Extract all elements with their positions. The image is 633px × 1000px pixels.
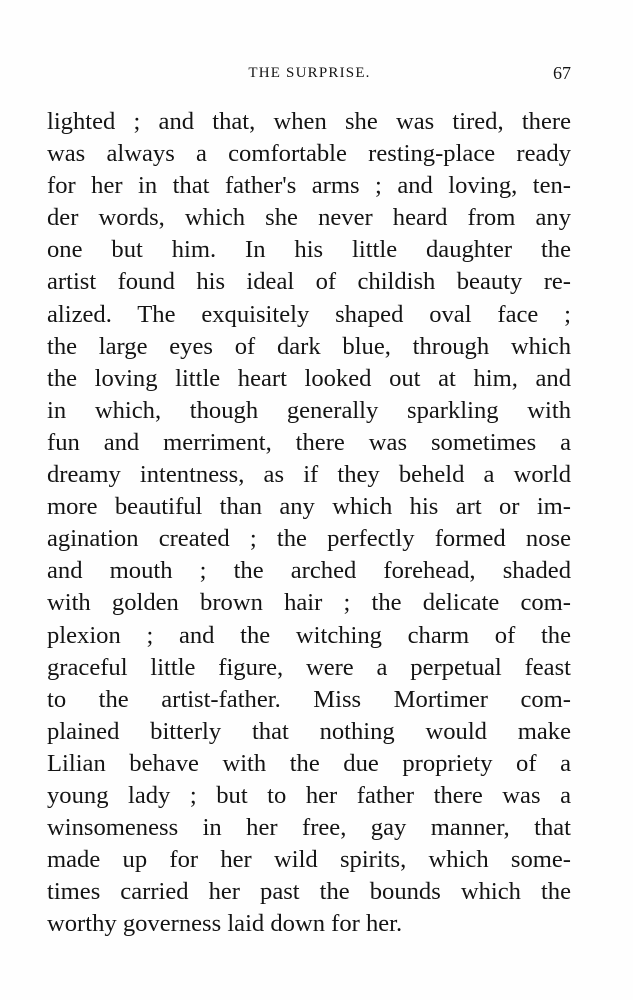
text-line: artist found his ideal of childish beauty re- xyxy=(47,268,571,296)
text-line: one but him. In his little daughter the xyxy=(47,236,571,264)
body-text xyxy=(47,106,571,940)
text-line: graceful little figure, were a perpetual feast xyxy=(47,653,571,681)
text-line: times carried her past the bounds which the xyxy=(47,878,571,906)
text-line: lighted ; and that, when she was tired, there xyxy=(47,108,571,135)
text-line: the large eyes of dark blue, through which xyxy=(47,332,571,360)
text-line: in which, though generally sparkling with xyxy=(47,396,571,424)
text-line: Lilian behave with the due propriety of a xyxy=(47,749,571,777)
text-line: agination created ; the perfectly formed nose xyxy=(47,525,571,553)
text-line: der words, which she never heard from any xyxy=(47,204,571,232)
text-line: and mouth ; the arched forehead, shaded xyxy=(47,557,571,585)
text-line: alized. The exquisitely shaped oval face ; xyxy=(47,300,571,328)
running-title: THE SURPRISE. xyxy=(248,65,371,81)
text-line: made up for her wild spirits, which some- xyxy=(47,846,571,874)
text-line: the loving little heart looked out at him, and xyxy=(47,364,571,392)
text-line: dreamy intentness, as if they beheld a world xyxy=(47,461,571,489)
text-line: was always a comfortable resting-place ready xyxy=(47,140,571,168)
page-number: 67 xyxy=(553,63,571,83)
text-line: fun and merriment, there was sometimes a xyxy=(47,428,571,456)
text-line: plexion ; and the witching charm of the xyxy=(47,621,571,649)
text-line: for her in that father's arms ; and loving, ten- xyxy=(47,172,571,200)
text-line: to the artist-father. Miss Mortimer com- xyxy=(47,685,571,713)
text-line: winsomeness in her free, gay manner, that xyxy=(47,814,571,842)
text-line: worthy governess laid down for her. xyxy=(47,910,403,938)
text-line: young lady ; but to her father there was a xyxy=(47,781,571,809)
text-line: more beautiful than any which his art or im- xyxy=(47,493,571,521)
text-line: plained bitterly that nothing would make xyxy=(47,717,571,745)
running-header xyxy=(48,62,571,84)
text-line: with golden brown hair ; the delicate com- xyxy=(47,589,571,617)
